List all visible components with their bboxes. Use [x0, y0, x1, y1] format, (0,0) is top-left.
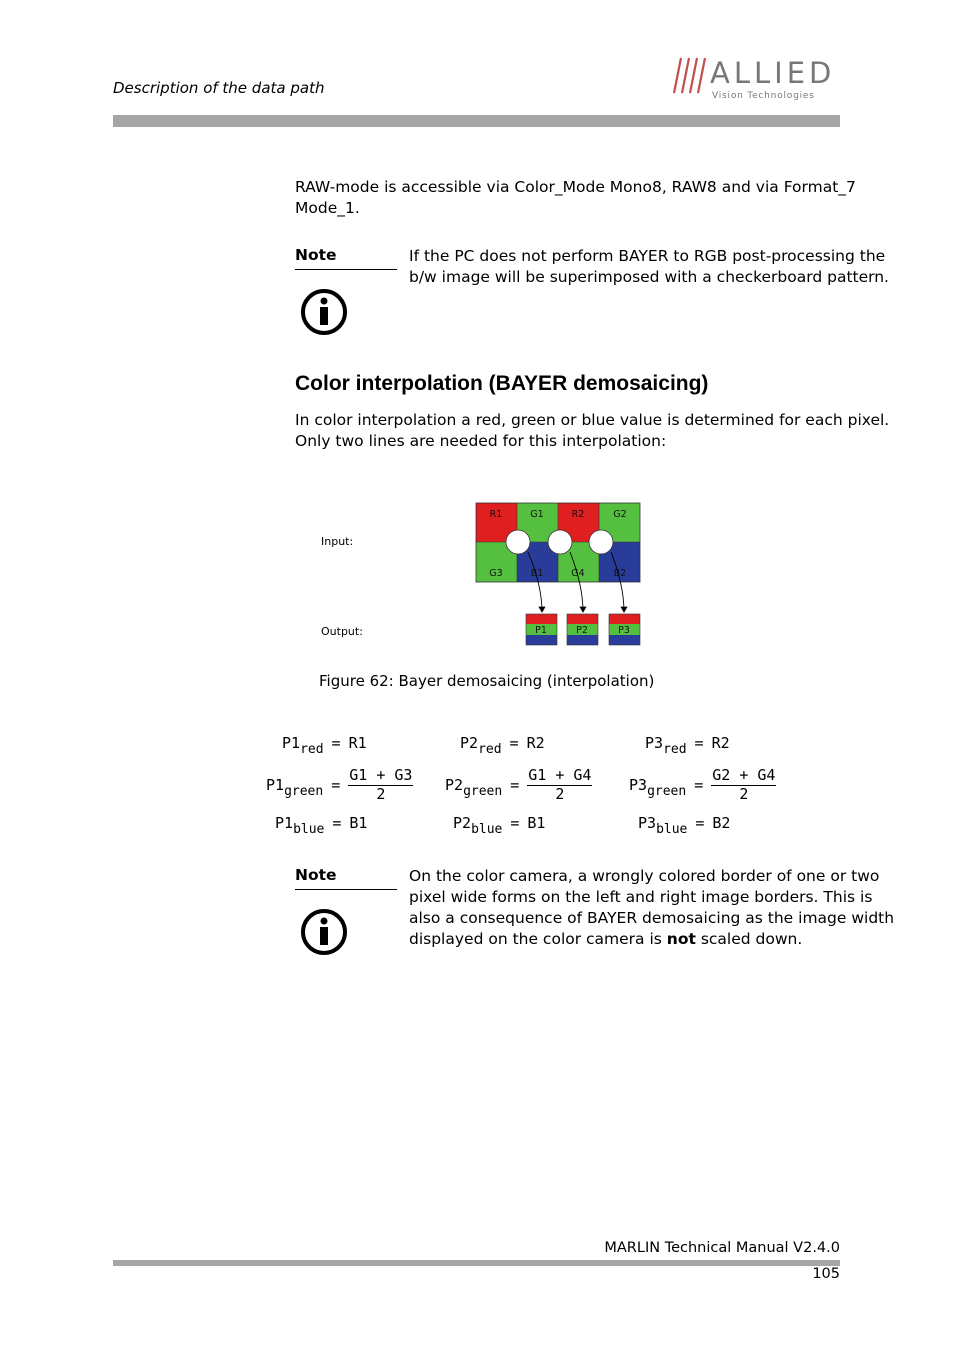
note-label: Note [295, 246, 337, 264]
note-label: Note [295, 866, 337, 884]
cell-label: R2 [571, 509, 585, 520]
formula-p2-green: P2 green = $\frac{G1 + G4}{2}$ [445, 766, 592, 803]
footer-bar [113, 1260, 840, 1266]
section-line: In color interpolation a red, green or blue value is determined for each pixel. [295, 411, 890, 429]
allied-logo [668, 55, 843, 100]
bayer-figure [310, 495, 655, 655]
note-rule [295, 889, 397, 890]
formula-p2-blue: P2 blue = B1 [453, 814, 546, 837]
page-number: 105 [812, 1266, 840, 1282]
note2-text [409, 866, 894, 950]
cell-label: G4 [571, 568, 585, 579]
cell-label: B1 [530, 568, 544, 579]
formula-p1-green: P1 green = $\frac{G1 + G3}{2}$ [266, 766, 413, 803]
footer-manual-title: MARLIN Technical Manual V2.4.0 [604, 1240, 840, 1256]
note-line: also a consequence of BAYER demosaicing as the image width [409, 909, 895, 927]
interpolation-node [548, 530, 572, 554]
note1-text [409, 246, 889, 288]
info-icon [299, 907, 349, 957]
intro-line: RAW-mode is accessible via Color_Mode Mono8, RAW8 and via Format_7 [295, 178, 856, 196]
note-line: On the color camera, a wrongly colored border of one or two [409, 867, 880, 885]
logo-text: ALLIED [710, 56, 836, 90]
section-paragraph [295, 410, 889, 452]
formula-p1-red: P1 red = R1 [282, 734, 367, 757]
cell-label: B2 [613, 568, 627, 579]
output-label-p1: P1 [535, 625, 547, 636]
output-label-p2: P2 [576, 625, 588, 636]
logo-tagline: Vision Technologies [712, 91, 815, 100]
note-line: displayed on the color camera is not scaled down. [409, 930, 803, 948]
emphasis-not: not [666, 930, 696, 948]
formula-p3-green: P3 green = $\frac{G2 + G4}{2}$ [629, 766, 776, 803]
note-line: If the PC does not perform BAYER to RGB post-processing the [409, 247, 886, 265]
cell-label: G1 [530, 509, 544, 520]
formula-p2-red: P2 red = R2 [460, 734, 545, 757]
formula-p3-red: P3 red = R2 [645, 734, 730, 757]
figure-caption: Figure 62: Bayer demosaicing (interpolation) [319, 672, 655, 690]
interpolation-node [589, 530, 613, 554]
interpolation-node [506, 530, 530, 554]
section-heading: Color interpolation (BAYER demosaicing) [295, 372, 709, 395]
input-label: Input: [321, 535, 354, 548]
cell-label: G3 [489, 568, 503, 579]
output-label-p3: P3 [618, 625, 630, 636]
header-bar [113, 115, 840, 127]
output-label: Output: [321, 625, 363, 638]
formula-p1-blue: P1 blue = B1 [275, 814, 368, 837]
note-line: pixel wide forms on the left and right image borders. This is [409, 888, 873, 906]
intro-line: Mode_1. [295, 199, 360, 217]
info-icon [299, 287, 349, 337]
cell-label: R1 [489, 509, 503, 520]
formula-p3-blue: P3 blue = B2 [638, 814, 731, 837]
cell-label: G2 [613, 509, 627, 520]
note-rule [295, 269, 397, 270]
section-line: Only two lines are needed for this interpolation: [295, 432, 667, 450]
note-line: b/w image will be superimposed with a checkerboard pattern. [409, 268, 889, 286]
intro-paragraph [295, 177, 856, 219]
running-header: Description of the data path [113, 79, 325, 97]
